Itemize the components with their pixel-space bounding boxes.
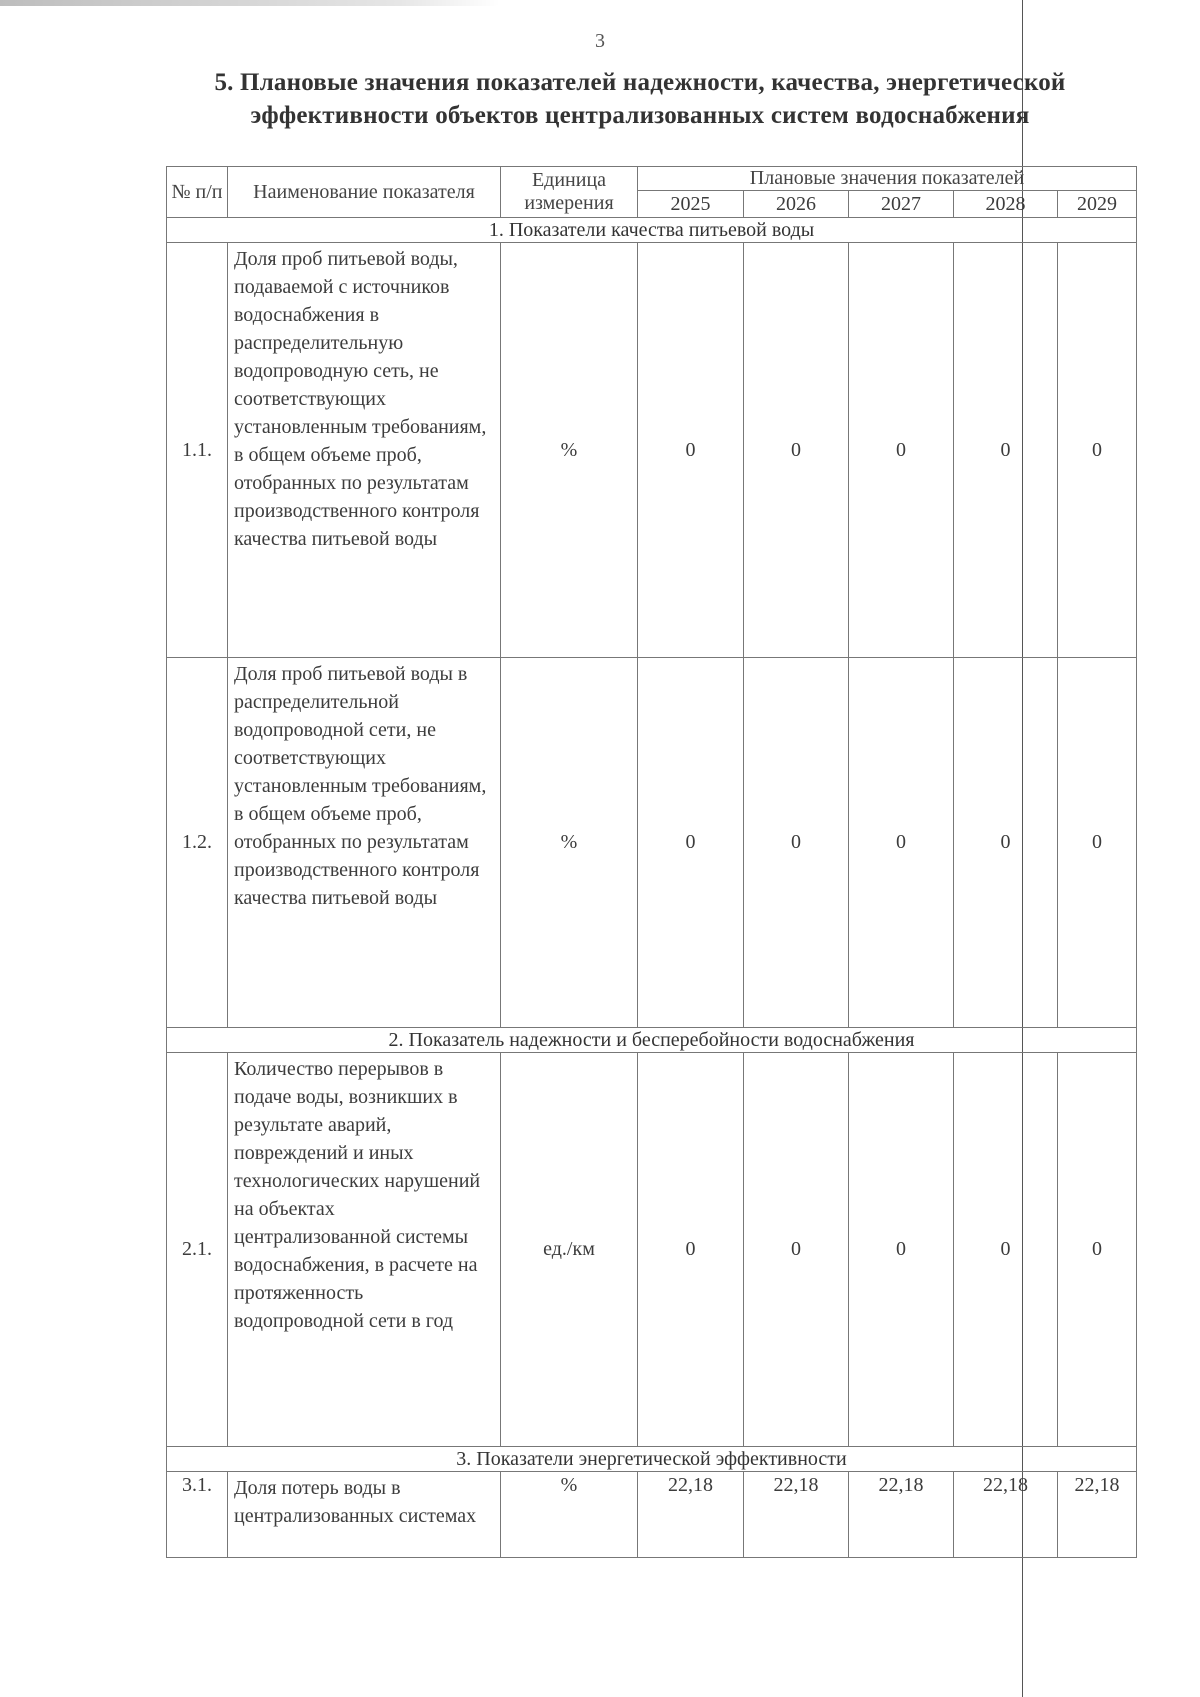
- value-cell: 0: [849, 243, 954, 658]
- header-num: № п/п: [167, 167, 228, 218]
- header-year: 2028: [954, 191, 1058, 218]
- value-cell: 0: [1058, 243, 1137, 658]
- value-cell: 0: [638, 243, 744, 658]
- header-year: 2029: [1058, 191, 1137, 218]
- value-cell: 0: [1058, 1053, 1137, 1447]
- section-title: 3. Показатели энергетической эффективности: [167, 1447, 1137, 1472]
- value-cell: 0: [954, 243, 1058, 658]
- row-number: 1.1.: [167, 243, 228, 658]
- value-cell: 0: [638, 1053, 744, 1447]
- indicators-table: [166, 166, 1137, 1558]
- unit-cell: %: [501, 658, 638, 1028]
- header-unit: Единица измерения: [501, 167, 638, 218]
- header-year: 2027: [849, 191, 954, 218]
- header-row: [167, 167, 1137, 191]
- indicator-name: Доля потерь воды в централизованных системах: [228, 1472, 501, 1558]
- value-cell: 0: [849, 658, 954, 1028]
- value-cell: 22,18: [1058, 1472, 1137, 1558]
- indicator-name: Количество перерывов в подаче воды, возникших в результате аварий, повреждений и иных технологических нарушений на объектах централизованной системы водоснабжения, в расчете на протяженность водопроводной сети в год: [228, 1053, 501, 1447]
- value-cell: 0: [1058, 658, 1137, 1028]
- row-number: 3.1.: [167, 1472, 228, 1558]
- value-cell: 22,18: [849, 1472, 954, 1558]
- section-heading: 5. Плановые значения показателей надежности, качества, энергетической эффективности объектов централизованных систем водоснабжения: [214, 69, 1066, 129]
- value-cell: 0: [849, 1053, 954, 1447]
- header-name: Наименование показателя: [228, 167, 501, 218]
- section-title: 2. Показатель надежности и бесперебойности водоснабжения: [167, 1028, 1137, 1053]
- table-row: [167, 658, 1137, 1028]
- section-row: [167, 1447, 1137, 1472]
- unit-cell: %: [501, 243, 638, 658]
- row-number: 2.1.: [167, 1053, 228, 1447]
- table-row: [167, 1472, 1137, 1558]
- indicator-name: Доля проб питьевой воды, подаваемой с источников водоснабжения в распределительную водопроводную сеть, не соответствующих установленным требованиям, в общем объеме проб, отобранных по результатам производственного контроля качества питьевой воды: [228, 243, 501, 658]
- value-cell: 22,18: [638, 1472, 744, 1558]
- page-number: 3: [595, 30, 605, 52]
- value-cell: 0: [954, 1053, 1058, 1447]
- unit-cell: ед./км: [501, 1053, 638, 1447]
- header-plan-values: Плановые значения показателей: [638, 167, 1137, 191]
- table-row: [167, 1053, 1137, 1447]
- value-cell: 22,18: [744, 1472, 849, 1558]
- value-cell: 0: [638, 658, 744, 1028]
- row-number: 1.2.: [167, 658, 228, 1028]
- header-year: 2025: [638, 191, 744, 218]
- value-cell: 0: [744, 243, 849, 658]
- value-cell: 22,18: [954, 1472, 1058, 1558]
- value-cell: 0: [744, 1053, 849, 1447]
- table-row: [167, 243, 1137, 658]
- section-row: [167, 1028, 1137, 1053]
- scan-edge-streak: [0, 0, 500, 6]
- indicator-name: Доля проб питьевой воды в распределительной водопроводной сети, не соответствующих установленным требованиям, в общем объеме проб, отобранных по результатам производственного контроля качества питьевой воды: [228, 658, 501, 1028]
- section-row: [167, 218, 1137, 243]
- value-cell: 0: [744, 658, 849, 1028]
- header-year: 2026: [744, 191, 849, 218]
- value-cell: 0: [954, 658, 1058, 1028]
- section-title: 1. Показатели качества питьевой воды: [167, 218, 1137, 243]
- unit-cell: %: [501, 1472, 638, 1558]
